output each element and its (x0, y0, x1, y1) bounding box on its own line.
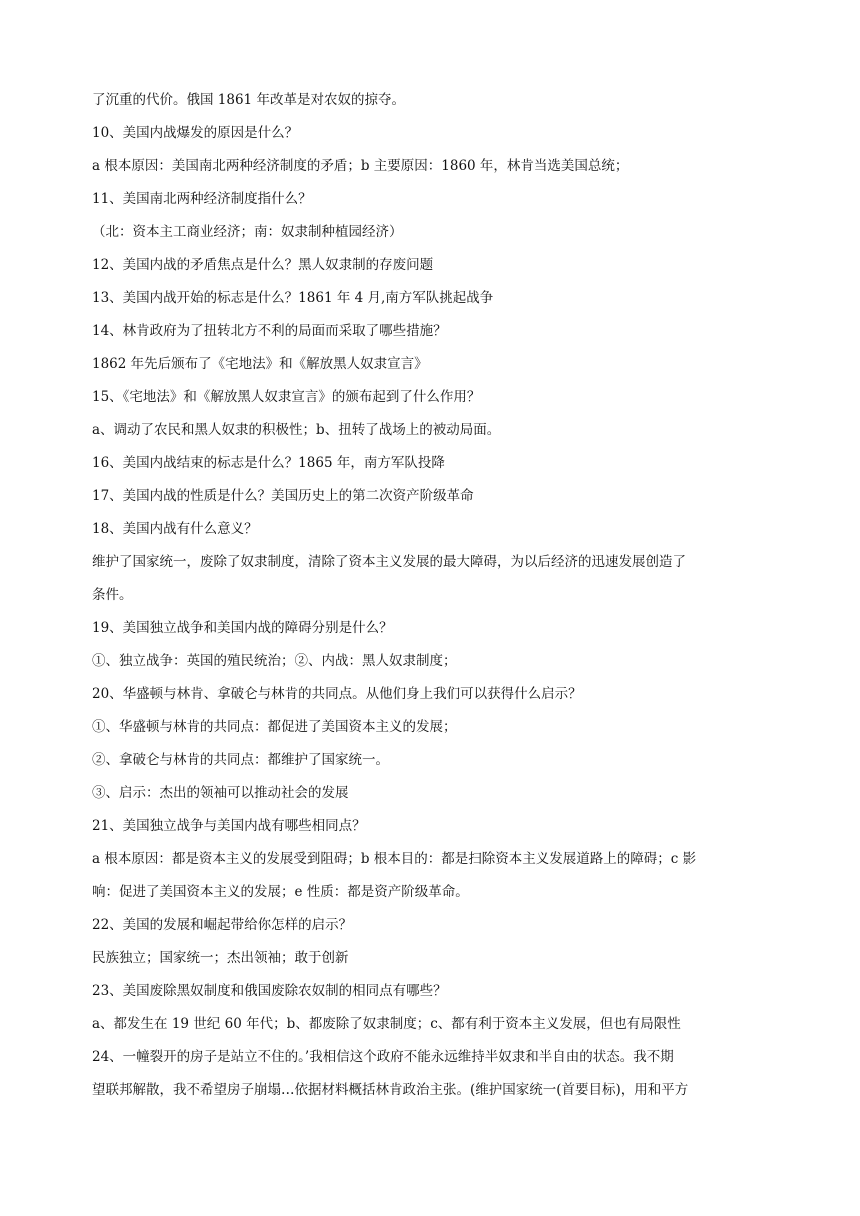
answer-14: 1862 年先后颁布了《宅地法》和《解放黑人奴隶宣言》 (92, 356, 428, 372)
question-22: 22、美国的发展和崛起带给你怎样的启示？ (92, 917, 353, 933)
question-17: 17、美国内战的性质是什么？美国历史上的第二次资产阶级革命 (92, 488, 474, 504)
answer-18-line-1: 维护了国家统一，废除了奴隶制度，清除了资本主义发展的最大障碍，为以后经济的迅速发展创造了 (92, 554, 686, 570)
answer-21-line-1: a 根本原因：都是资本主义的发展受到阻碍；b 根本目的：都是扫除资本主义发展道路上的障碍；c 影 (92, 851, 697, 867)
question-11: 11、美国南北两种经济制度指什么？ (92, 191, 312, 207)
question-24-line-2: 望联邦解散，我不希望房子崩塌…依据材料概括林肯政治主张。(维护国家统一(首要目标)，用和平方 (92, 1082, 689, 1098)
question-16: 16、美国内战结束的标志是什么？1865 年，南方军队投降 (92, 455, 445, 471)
question-10: 10、美国内战爆发的原因是什么？ (92, 125, 299, 141)
question-15: 15、《宅地法》和《解放黑人奴隶宣言》的颁布起到了什么作用？ (92, 389, 481, 405)
answer-21-line-2: 响：促进了美国资本主义的发展；e 性质：都是资产阶级革命。 (92, 884, 469, 900)
answer-22: 民族独立；国家统一；杰出领袖；敢于创新 (92, 950, 349, 966)
question-12: 12、美国内战的矛盾焦点是什么？黑人奴隶制的存废问题 (92, 257, 434, 273)
question-18: 18、美国内战有什么意义？ (92, 521, 258, 537)
text-line: 了沉重的代价。俄国 1861 年改革是对农奴的掠夺。 (92, 92, 405, 108)
answer-15: a、调动了农民和黑人奴隶的积极性；b、扭转了战场上的被动局面。 (92, 422, 501, 438)
answer-19: ①、独立战争：英国的殖民统治；②、内战：黑人奴隶制度； (92, 653, 457, 669)
answer-20-item-1: ①、华盛顿与林肯的共同点：都促进了美国资本主义的发展； (92, 719, 457, 735)
answer-23: a、都发生在 19 世纪 60 年代；b、都废除了奴隶制度；c、都有利于资本主义发展，但也有局限性 (92, 1016, 681, 1032)
question-24-line-1: 24、一幢裂开的房子是站立不住的。’我相信这个政府不能永远维持半奴隶和半自由的状态。我不期 (92, 1049, 674, 1065)
question-21: 21、美国独立战争与美国内战有哪些相同点？ (92, 818, 366, 834)
question-14: 14、林肯政府为了扭转北方不利的局面而采取了哪些措施？ (92, 323, 447, 339)
answer-20-item-2: ②、拿破仑与林肯的共同点：都维护了国家统一。 (92, 752, 389, 768)
answer-18-line-2: 条件。 (92, 587, 133, 603)
question-19: 19、美国独立战争和美国内战的障碍分别是什么？ (92, 620, 393, 636)
answer-11: （北：资本主工商业经济；南：奴隶制种植园经济） (92, 224, 403, 240)
question-23: 23、美国废除黑奴制度和俄国废除农奴制的相同点有哪些？ (92, 983, 447, 999)
answer-10: a 根本原因：美国南北两种经济制度的矛盾；b 主要原因：1860 年，林肯当选美国总统； (92, 158, 629, 174)
document-page (92, 84, 772, 1107)
question-13: 13、美国内战开始的标志是什么？1861 年 4 月,南方军队挑起战争 (92, 290, 494, 306)
answer-20-item-3: ③、启示：杰出的领袖可以推动社会的发展 (92, 785, 349, 801)
question-20: 20、华盛顿与林肯、拿破仑与林肯的共同点。从他们身上我们可以获得什么启示？ (92, 686, 582, 702)
